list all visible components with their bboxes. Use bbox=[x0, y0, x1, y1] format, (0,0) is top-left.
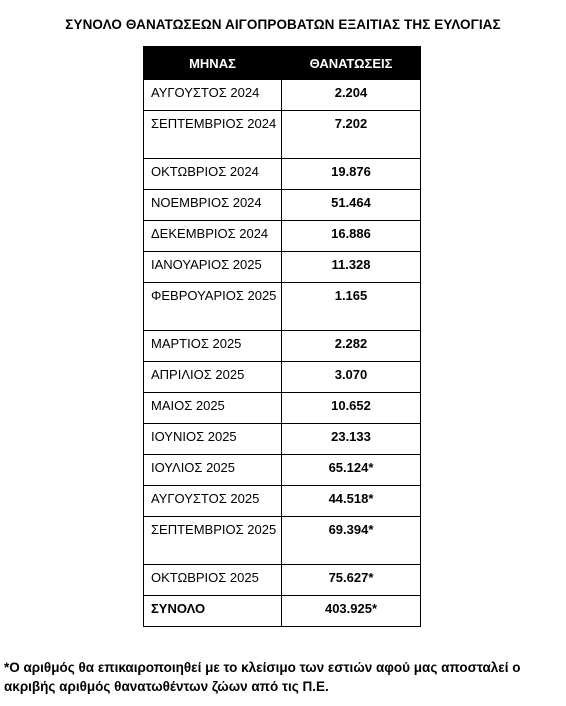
value-cell: 11.328 bbox=[282, 252, 421, 283]
value-cell: 1.165 bbox=[282, 283, 421, 331]
footnote: *Ο αριθμός θα επικαιροποιηθεί με το κλείσιμο των εστιών αφού μας αποσταλεί ο ακριβής αριθμός θανατωθέντων ζώων από τις Π.Ε. bbox=[4, 660, 521, 694]
table-row bbox=[144, 221, 421, 252]
table-row bbox=[144, 424, 421, 455]
value-cell: 19.876 bbox=[282, 159, 421, 190]
table-row bbox=[144, 283, 421, 331]
month-cell: ΣΕΠΤΕΜΒΡΙΟΣ 2024 bbox=[144, 111, 282, 159]
month-cell: ΔΕΚΕΜΒΡΙΟΣ 2024 bbox=[144, 221, 282, 252]
table-row bbox=[144, 393, 421, 424]
value-cell: 2.204 bbox=[282, 80, 421, 111]
culling-table bbox=[143, 46, 421, 627]
table-row bbox=[144, 565, 421, 596]
month-cell: ΙΟΥΛΙΟΣ 2025 bbox=[144, 455, 282, 486]
month-cell: ΟΚΤΩΒΡΙΟΣ 2024 bbox=[144, 159, 282, 190]
month-cell: ΜΑΙΟΣ 2025 bbox=[144, 393, 282, 424]
month-cell: ΑΥΓΟΥΣΤΟΣ 2024 bbox=[144, 80, 282, 111]
total-value: 403.925* bbox=[282, 596, 421, 627]
column-header-month: ΜΗΝΑΣ bbox=[144, 47, 282, 80]
value-cell: 7.202 bbox=[282, 111, 421, 159]
month-cell: ΦΕΒΡΟΥΑΡΙΟΣ 2025 bbox=[144, 283, 282, 331]
table-row bbox=[144, 252, 421, 283]
table-row bbox=[144, 159, 421, 190]
table-row bbox=[144, 80, 421, 111]
month-cell: ΣΕΠΤΕΜΒΡΙΟΣ 2025 bbox=[144, 517, 282, 565]
value-cell: 44.518* bbox=[282, 486, 421, 517]
table-row bbox=[144, 111, 421, 159]
total-label: ΣΥΝΟΛΟ bbox=[144, 596, 282, 627]
table-row bbox=[144, 190, 421, 221]
page-title: ΣΥΝΟΛΟ ΘΑΝΑΤΩΣΕΩΝ ΑΙΓΟΠΡΟΒΑΤΩΝ ΕΞΑΙΤΙΑΣ ΤΗΣ ΕΥΛΟΓΙΑΣ bbox=[65, 17, 501, 32]
value-cell: 16.886 bbox=[282, 221, 421, 252]
table-row bbox=[144, 455, 421, 486]
month-cell: ΙΟΥΝΙΟΣ 2025 bbox=[144, 424, 282, 455]
value-cell: 75.627* bbox=[282, 565, 421, 596]
column-header-cullings: ΘΑΝΑΤΩΣΕΙΣ bbox=[282, 47, 421, 80]
month-cell: ΑΥΓΟΥΣΤΟΣ 2025 bbox=[144, 486, 282, 517]
table-header-row bbox=[144, 47, 421, 80]
value-cell: 10.652 bbox=[282, 393, 421, 424]
table-row bbox=[144, 331, 421, 362]
month-cell: ΑΠΡΙΛΙΟΣ 2025 bbox=[144, 362, 282, 393]
month-cell: ΟΚΤΩΒΡΙΟΣ 2025 bbox=[144, 565, 282, 596]
value-cell: 2.282 bbox=[282, 331, 421, 362]
value-cell: 69.394* bbox=[282, 517, 421, 565]
month-cell: ΙΑΝΟΥΑΡΙΟΣ 2025 bbox=[144, 252, 282, 283]
value-cell: 3.070 bbox=[282, 362, 421, 393]
table-row bbox=[144, 362, 421, 393]
value-cell: 65.124* bbox=[282, 455, 421, 486]
total-row bbox=[144, 596, 421, 627]
value-cell: 23.133 bbox=[282, 424, 421, 455]
month-cell: ΜΑΡΤΙΟΣ 2025 bbox=[144, 331, 282, 362]
table-row bbox=[144, 517, 421, 565]
value-cell: 51.464 bbox=[282, 190, 421, 221]
table-row bbox=[144, 486, 421, 517]
month-cell: ΝΟΕΜΒΡΙΟΣ 2024 bbox=[144, 190, 282, 221]
